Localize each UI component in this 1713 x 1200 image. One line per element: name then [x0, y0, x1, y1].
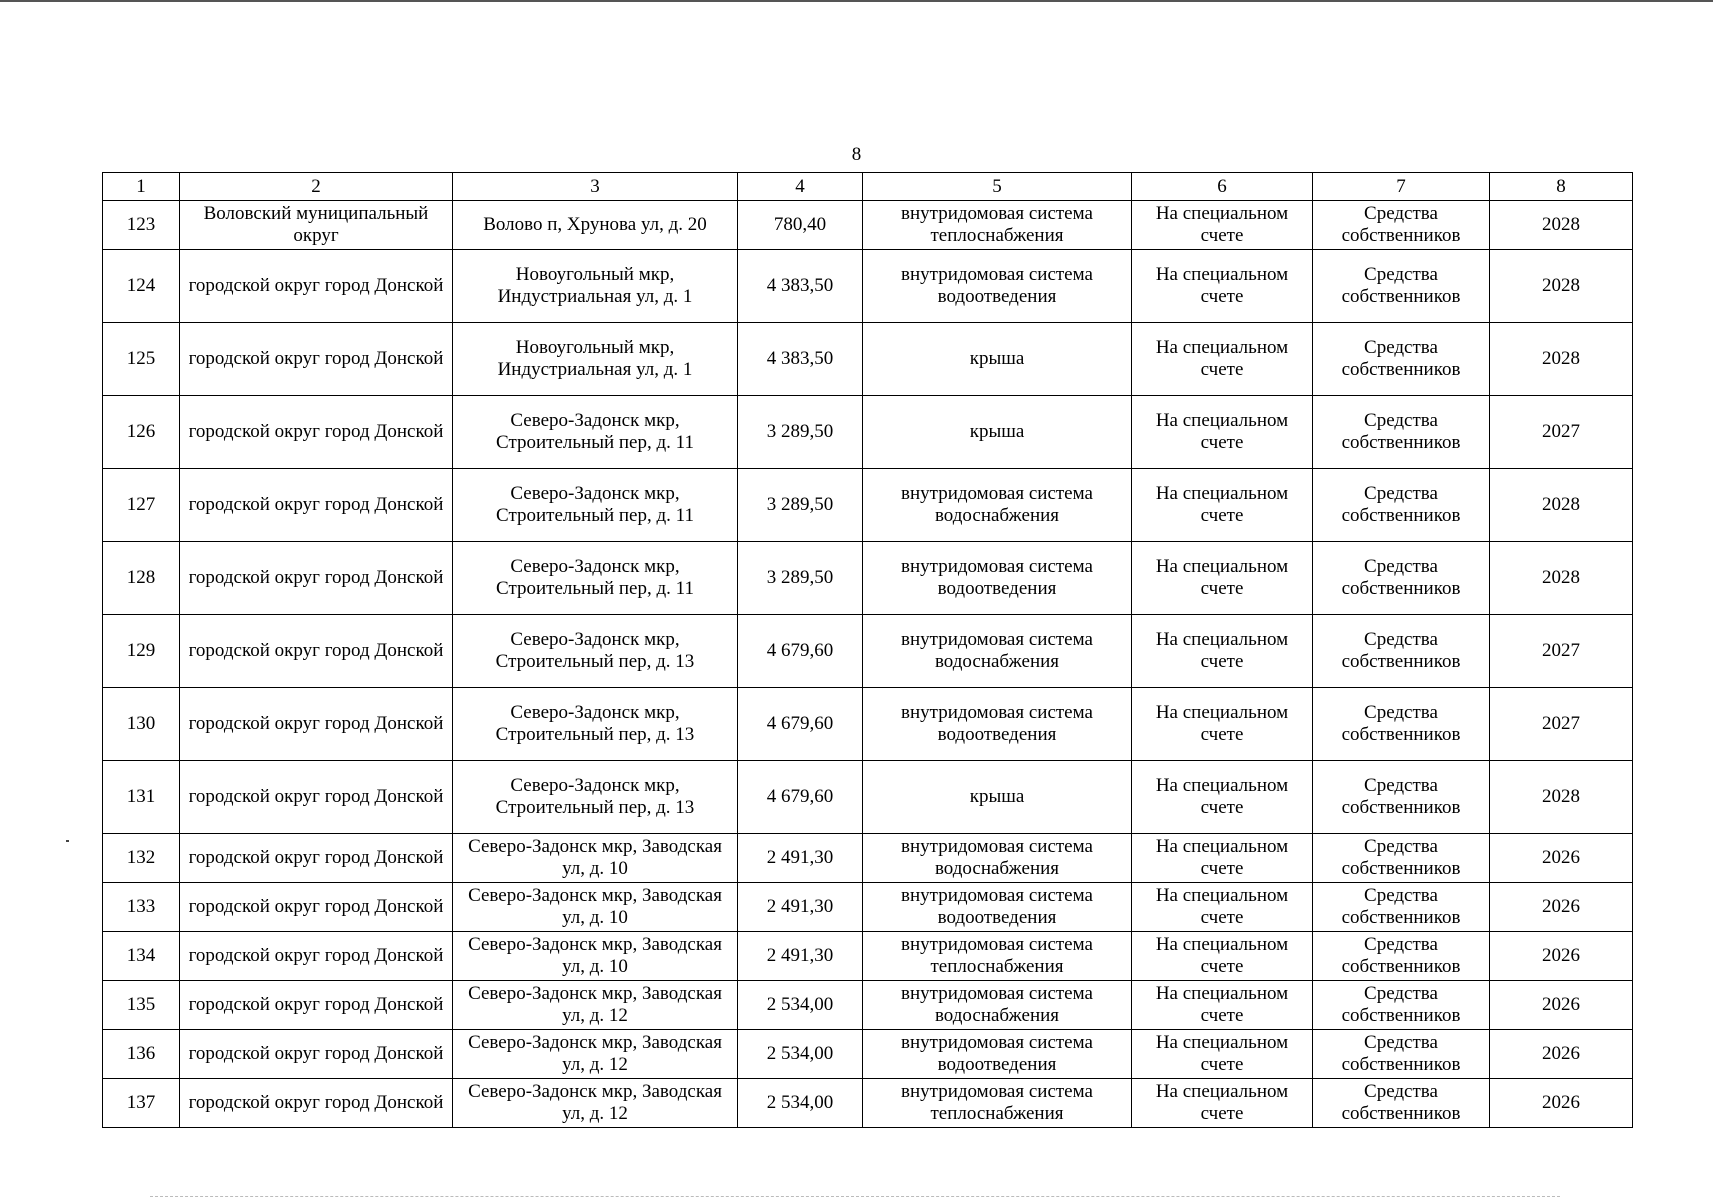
address-cell: Волово п, Хрунова ул, д. 20: [453, 201, 738, 250]
table-row: [103, 615, 1633, 688]
district-cell: городской округ город Донской: [180, 981, 453, 1030]
table-row: [103, 834, 1633, 883]
district-cell: городской округ город Донской: [180, 834, 453, 883]
scan-bottom-edge: [150, 1196, 1560, 1197]
element-cell: внутридомовая система водоснабжения: [863, 615, 1132, 688]
element-cell: внутридомовая система водоснабжения: [863, 469, 1132, 542]
column-number: 3: [453, 173, 738, 201]
element-cell: крыша: [863, 323, 1132, 396]
district-cell: городской округ город Донской: [180, 469, 453, 542]
address-cell: Новоугольный мкр, Индустриальная ул, д. 1: [453, 250, 738, 323]
table-row: [103, 323, 1633, 396]
element-cell: крыша: [863, 761, 1132, 834]
element-cell: внутридомовая система водоснабжения: [863, 981, 1132, 1030]
table-row: [103, 396, 1633, 469]
district-cell: городской округ город Донской: [180, 883, 453, 932]
address-cell: Северо-Задонск мкр, Заводская ул, д. 10: [453, 883, 738, 932]
row-number: 127: [103, 469, 180, 542]
address-cell: Новоугольный мкр, Индустриальная ул, д. 1: [453, 323, 738, 396]
row-number: 131: [103, 761, 180, 834]
year-cell: 2026: [1490, 981, 1633, 1030]
table-row: [103, 761, 1633, 834]
element-cell: внутридомовая система водоотведения: [863, 250, 1132, 323]
area-cell: 4 383,50: [738, 250, 863, 323]
year-cell: 2026: [1490, 1030, 1633, 1079]
element-cell: внутридомовая система теплоснабжения: [863, 201, 1132, 250]
year-cell: 2026: [1490, 1079, 1633, 1128]
year-cell: 2028: [1490, 542, 1633, 615]
district-cell: городской округ город Донской: [180, 932, 453, 981]
source-cell: Средства собственников: [1313, 834, 1490, 883]
element-cell: внутридомовая система водоотведения: [863, 883, 1132, 932]
source-cell: Средства собственников: [1313, 1079, 1490, 1128]
source-cell: Средства собственников: [1313, 323, 1490, 396]
scan-top-edge: [0, 0, 1713, 2]
scan-speck: [66, 840, 69, 842]
table-row: [103, 1030, 1633, 1079]
works-table: [102, 172, 1633, 1128]
account-cell: На специальном счете: [1132, 1030, 1313, 1079]
table-row: [103, 1079, 1633, 1128]
account-cell: На специальном счете: [1132, 615, 1313, 688]
table-row: [103, 932, 1633, 981]
element-cell: крыша: [863, 396, 1132, 469]
year-cell: 2028: [1490, 323, 1633, 396]
table-row: [103, 688, 1633, 761]
address-cell: Северо-Задонск мкр, Строительный пер, д. 11: [453, 542, 738, 615]
source-cell: Средства собственников: [1313, 981, 1490, 1030]
area-cell: 2 534,00: [738, 1079, 863, 1128]
area-cell: 2 491,30: [738, 834, 863, 883]
column-number: 8: [1490, 173, 1633, 201]
source-cell: Средства собственников: [1313, 615, 1490, 688]
element-cell: внутридомовая система водоотведения: [863, 1030, 1132, 1079]
year-cell: 2028: [1490, 250, 1633, 323]
account-cell: На специальном счете: [1132, 396, 1313, 469]
area-cell: 3 289,50: [738, 396, 863, 469]
row-number: 130: [103, 688, 180, 761]
account-cell: На специальном счете: [1132, 201, 1313, 250]
source-cell: Средства собственников: [1313, 688, 1490, 761]
account-cell: На специальном счете: [1132, 688, 1313, 761]
district-cell: городской округ город Донской: [180, 323, 453, 396]
address-cell: Северо-Задонск мкр, Заводская ул, д. 12: [453, 1030, 738, 1079]
year-cell: 2027: [1490, 688, 1633, 761]
source-cell: Средства собственников: [1313, 883, 1490, 932]
district-cell: Воловский муниципальный округ: [180, 201, 453, 250]
year-cell: 2026: [1490, 883, 1633, 932]
table-row: [103, 201, 1633, 250]
source-cell: Средства собственников: [1313, 761, 1490, 834]
year-cell: 2028: [1490, 469, 1633, 542]
area-cell: 780,40: [738, 201, 863, 250]
area-cell: 4 679,60: [738, 761, 863, 834]
element-cell: внутридомовая система теплоснабжения: [863, 932, 1132, 981]
account-cell: На специальном счете: [1132, 834, 1313, 883]
source-cell: Средства собственников: [1313, 469, 1490, 542]
address-cell: Северо-Задонск мкр, Заводская ул, д. 10: [453, 932, 738, 981]
account-cell: На специальном счете: [1132, 883, 1313, 932]
row-number: 124: [103, 250, 180, 323]
row-number: 123: [103, 201, 180, 250]
address-cell: Северо-Задонск мкр, Строительный пер, д. 13: [453, 761, 738, 834]
source-cell: Средства собственников: [1313, 250, 1490, 323]
district-cell: городской округ город Донской: [180, 250, 453, 323]
element-cell: внутридомовая система водоотведения: [863, 688, 1132, 761]
district-cell: городской округ город Донской: [180, 688, 453, 761]
year-cell: 2026: [1490, 932, 1633, 981]
row-number: 126: [103, 396, 180, 469]
address-cell: Северо-Задонск мкр, Заводская ул, д. 12: [453, 981, 738, 1030]
area-cell: 3 289,50: [738, 542, 863, 615]
account-cell: На специальном счете: [1132, 932, 1313, 981]
address-cell: Северо-Задонск мкр, Заводская ул, д. 10: [453, 834, 738, 883]
row-number: 136: [103, 1030, 180, 1079]
account-cell: На специальном счете: [1132, 250, 1313, 323]
address-cell: Северо-Задонск мкр, Строительный пер, д. 13: [453, 615, 738, 688]
row-number: 128: [103, 542, 180, 615]
source-cell: Средства собственников: [1313, 542, 1490, 615]
address-cell: Северо-Задонск мкр, Строительный пер, д. 11: [453, 469, 738, 542]
row-number: 132: [103, 834, 180, 883]
district-cell: городской округ город Донской: [180, 542, 453, 615]
column-number-row: [103, 173, 1633, 201]
account-cell: На специальном счете: [1132, 981, 1313, 1030]
area-cell: 2 491,30: [738, 932, 863, 981]
row-number: 125: [103, 323, 180, 396]
district-cell: городской округ город Донской: [180, 1030, 453, 1079]
source-cell: Средства собственников: [1313, 932, 1490, 981]
account-cell: На специальном счете: [1132, 761, 1313, 834]
column-number: 1: [103, 173, 180, 201]
year-cell: 2028: [1490, 201, 1633, 250]
column-number: 5: [863, 173, 1132, 201]
address-cell: Северо-Задонск мкр, Строительный пер, д. 13: [453, 688, 738, 761]
row-number: 135: [103, 981, 180, 1030]
account-cell: На специальном счете: [1132, 469, 1313, 542]
year-cell: 2028: [1490, 761, 1633, 834]
area-cell: 3 289,50: [738, 469, 863, 542]
account-cell: На специальном счете: [1132, 1079, 1313, 1128]
row-number: 129: [103, 615, 180, 688]
table-row: [103, 883, 1633, 932]
column-number: 7: [1313, 173, 1490, 201]
year-cell: 2027: [1490, 396, 1633, 469]
year-cell: 2027: [1490, 615, 1633, 688]
element-cell: внутридомовая система водоотведения: [863, 542, 1132, 615]
address-cell: Северо-Задонск мкр, Строительный пер, д. 11: [453, 396, 738, 469]
table-row: [103, 250, 1633, 323]
area-cell: 2 491,30: [738, 883, 863, 932]
district-cell: городской округ город Донской: [180, 396, 453, 469]
column-number: 6: [1132, 173, 1313, 201]
row-number: 134: [103, 932, 180, 981]
area-cell: 2 534,00: [738, 981, 863, 1030]
element-cell: внутридомовая система теплоснабжения: [863, 1079, 1132, 1128]
district-cell: городской округ город Донской: [180, 615, 453, 688]
source-cell: Средства собственников: [1313, 201, 1490, 250]
column-number: 4: [738, 173, 863, 201]
table-row: [103, 981, 1633, 1030]
area-cell: 4 679,60: [738, 615, 863, 688]
area-cell: 4 383,50: [738, 323, 863, 396]
table-row: [103, 542, 1633, 615]
page-number: 8: [851, 144, 862, 165]
account-cell: На специальном счете: [1132, 542, 1313, 615]
element-cell: внутридомовая система водоснабжения: [863, 834, 1132, 883]
address-cell: Северо-Задонск мкр, Заводская ул, д. 12: [453, 1079, 738, 1128]
column-number: 2: [180, 173, 453, 201]
source-cell: Средства собственников: [1313, 1030, 1490, 1079]
year-cell: 2026: [1490, 834, 1633, 883]
account-cell: На специальном счете: [1132, 323, 1313, 396]
district-cell: городской округ город Донской: [180, 1079, 453, 1128]
area-cell: 2 534,00: [738, 1030, 863, 1079]
row-number: 137: [103, 1079, 180, 1128]
table-row: [103, 469, 1633, 542]
district-cell: городской округ город Донской: [180, 761, 453, 834]
source-cell: Средства собственников: [1313, 396, 1490, 469]
row-number: 133: [103, 883, 180, 932]
area-cell: 4 679,60: [738, 688, 863, 761]
